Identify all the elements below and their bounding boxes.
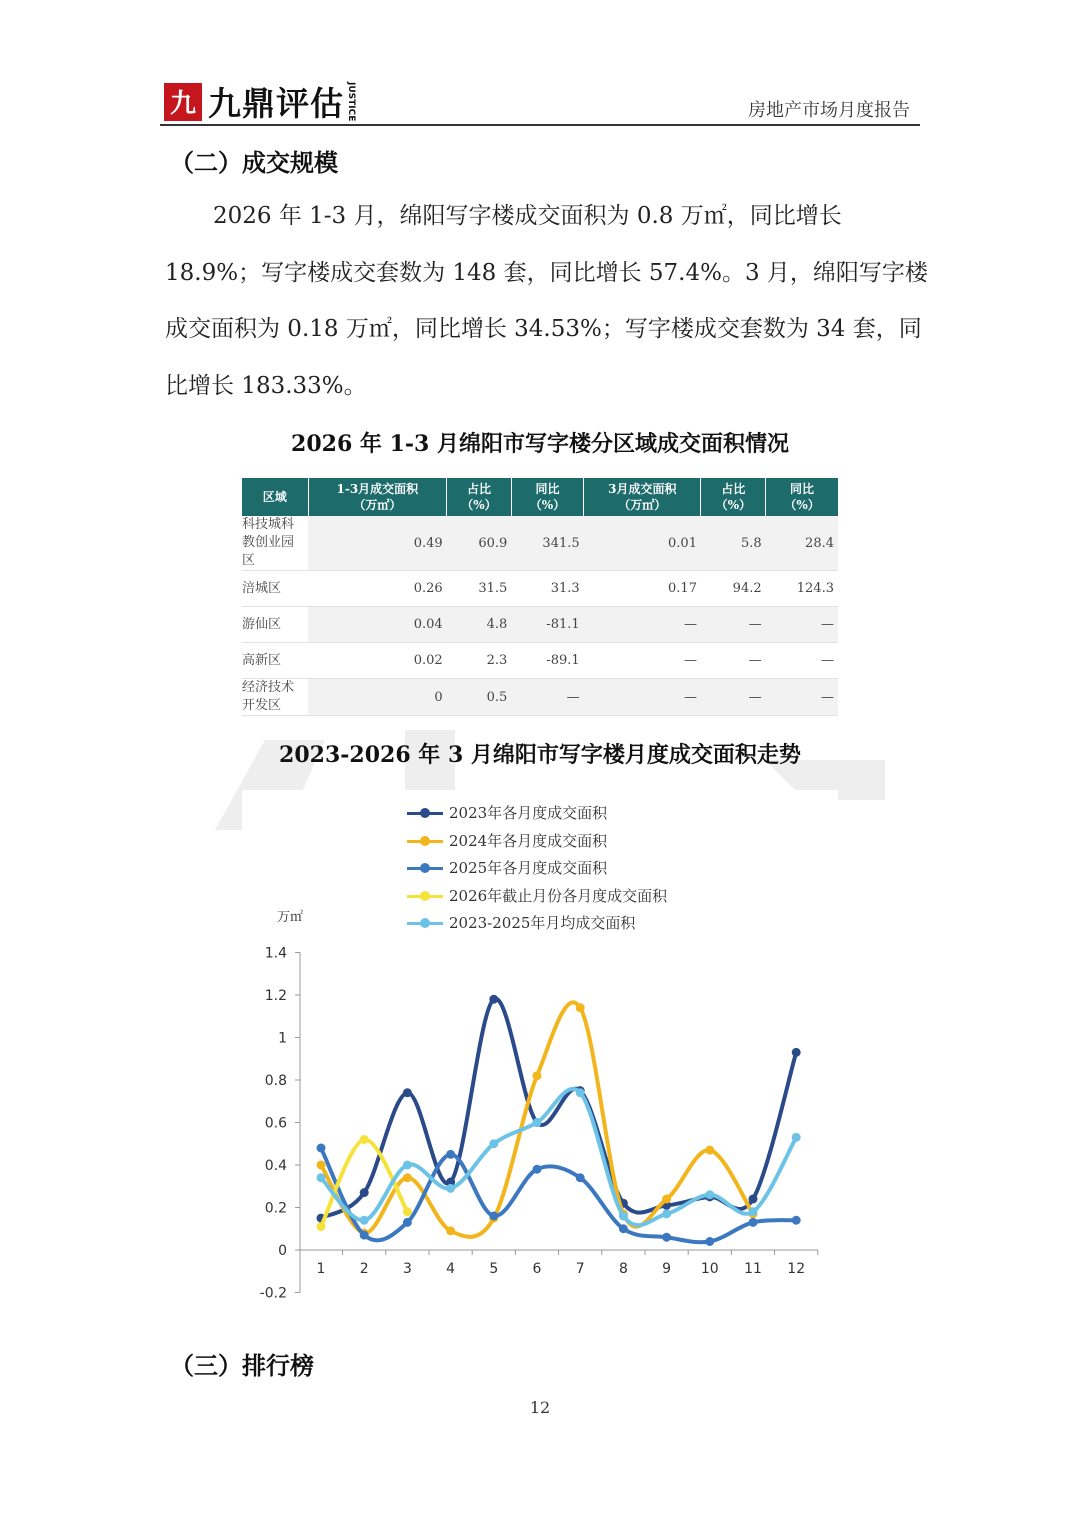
x-tick-label: 11 xyxy=(744,1261,762,1277)
series-point-1 xyxy=(792,1048,801,1057)
series-point-3 xyxy=(403,1218,412,1227)
y-tick-label: 0.8 xyxy=(264,1073,287,1089)
y-tick-label: 0.2 xyxy=(264,1200,287,1217)
y-tick-label: 1.2 xyxy=(264,988,287,1004)
x-tick-label: 4 xyxy=(446,1261,456,1277)
table-cell: 28.4 xyxy=(766,516,838,571)
x-tick-label: 6 xyxy=(532,1261,542,1277)
x-tick-label: 8 xyxy=(618,1261,628,1277)
region-name-cell: 科技城科教创业园区 xyxy=(242,516,308,571)
table-header-cell: 3月成交面积 （万㎡） xyxy=(584,478,701,516)
table-cell: — xyxy=(766,679,838,716)
series-point-3 xyxy=(662,1233,671,1242)
y-tick-label: 0 xyxy=(278,1243,287,1259)
y-tick-label: 1 xyxy=(278,1030,287,1047)
y-tick-label: -0.2 xyxy=(259,1285,287,1302)
series-point-3 xyxy=(749,1218,758,1227)
table-cell: 0 xyxy=(308,679,447,716)
series-point-3 xyxy=(317,1144,326,1153)
series-point-5 xyxy=(662,1209,671,1218)
table-cell: 0.04 xyxy=(308,607,447,643)
table-header-cell: 占比 （%） xyxy=(447,478,512,516)
page-number: 12 xyxy=(529,1398,551,1417)
series-point-3 xyxy=(446,1150,455,1159)
table-cell: — xyxy=(584,679,701,716)
y-tick-label: 0.4 xyxy=(264,1158,287,1174)
legend-label: 2023-2025年月均成交面积 xyxy=(449,914,636,932)
series-point-3 xyxy=(576,1173,585,1182)
table-cell: 5.8 xyxy=(701,516,766,571)
y-tick-label: 0.6 xyxy=(264,1115,287,1132)
series-point-3 xyxy=(705,1237,714,1246)
legend-label: 2025年各月度成交面积 xyxy=(449,859,608,877)
series-point-2 xyxy=(705,1146,714,1155)
series-point-2 xyxy=(576,1003,585,1012)
section-title-ranking: （三）排行榜 xyxy=(170,1352,314,1380)
series-point-2 xyxy=(403,1173,412,1182)
x-tick-label: 7 xyxy=(575,1261,585,1277)
x-tick-label: 3 xyxy=(402,1261,412,1277)
series-point-5 xyxy=(317,1173,326,1182)
table-cell: — xyxy=(701,643,766,679)
region-name-cell: 经济技术开发区 xyxy=(242,679,308,716)
table-cell: — xyxy=(766,607,838,643)
table-cell: -89.1 xyxy=(511,643,583,679)
logo-mark: 九 xyxy=(164,83,202,121)
series-point-1 xyxy=(360,1188,369,1197)
y-tick-label: 1.4 xyxy=(264,945,287,962)
region-name-cell: 高新区 xyxy=(242,643,308,679)
table-cell: 341.5 xyxy=(511,516,583,571)
x-tick-label: 2 xyxy=(359,1261,369,1277)
table-cell: -81.1 xyxy=(511,607,583,643)
series-point-5 xyxy=(403,1161,412,1170)
series-point-4 xyxy=(360,1135,369,1144)
series-point-4 xyxy=(403,1207,412,1216)
series-point-5 xyxy=(749,1207,758,1216)
series-point-5 xyxy=(576,1088,585,1097)
table-cell: 0.5 xyxy=(447,679,512,716)
logo-sub: JUSTICE xyxy=(346,81,356,122)
series-point-5 xyxy=(792,1133,801,1142)
series-point-3 xyxy=(360,1231,369,1240)
series-point-5 xyxy=(446,1184,455,1193)
legend-label: 2023年各月度成交面积 xyxy=(449,804,608,822)
region-name-cell: 游仙区 xyxy=(242,607,308,643)
series-point-1 xyxy=(403,1088,412,1097)
table-cell: 31.3 xyxy=(511,571,583,607)
report-name: 房地产市场月度报告 xyxy=(748,100,910,121)
x-tick-label: 10 xyxy=(700,1261,719,1277)
table-cell: 94.2 xyxy=(701,571,766,607)
table-caption: 2026 年 1-3 月绵阳市写字楼分区域成交面积情况 xyxy=(291,431,789,457)
series-point-1 xyxy=(749,1195,758,1204)
x-tick-label: 5 xyxy=(489,1261,499,1277)
table-header-cell: 同比 （%） xyxy=(766,478,838,516)
legend-label: 2026年截止月份各月度成交面积 xyxy=(449,886,668,905)
series-point-3 xyxy=(489,1212,498,1221)
table-cell: 0.02 xyxy=(308,643,447,679)
series-point-5 xyxy=(705,1190,714,1199)
table-header-cell: 1-3月成交面积 （万㎡） xyxy=(308,478,447,516)
series-point-5 xyxy=(489,1139,498,1148)
series-point-3 xyxy=(533,1165,542,1174)
series-point-3 xyxy=(619,1224,628,1233)
region-name-cell: 涪城区 xyxy=(242,571,308,607)
series-point-2 xyxy=(662,1195,671,1204)
section-title-volume: （二）成交规模 xyxy=(170,149,338,177)
table-cell: 0.17 xyxy=(584,571,701,607)
series-point-2 xyxy=(533,1071,542,1080)
table-cell: — xyxy=(701,607,766,643)
table-cell: 60.9 xyxy=(447,516,512,571)
series-point-2 xyxy=(317,1161,326,1170)
table-cell: — xyxy=(584,607,701,643)
series-point-1 xyxy=(489,995,498,1004)
table-cell: — xyxy=(584,643,701,679)
x-tick-label: 9 xyxy=(662,1261,672,1277)
table-header-cell: 占比 （%） xyxy=(701,478,766,516)
x-tick-label: 12 xyxy=(787,1261,806,1277)
volume-paragraph-text: 2026 年 1-3 月，绵阳写字楼成交面积为 0.8 万㎡，同比增长 18.9%；写字楼成交套数为 148 套，同比增长 57.4%。3 月，绵阳写字楼成交面积为 0.18 万㎡，同比增长 34.53%；写字楼成交套数为 34 套，同比增长 183.33%。 xyxy=(165,203,928,399)
table-header-cell: 同比 （%） xyxy=(511,478,583,516)
x-tick-label: 1 xyxy=(316,1261,326,1277)
table-cell: 0.49 xyxy=(308,516,447,571)
series-point-4 xyxy=(317,1222,326,1231)
table-cell: 0.01 xyxy=(584,516,701,571)
table-cell: 31.5 xyxy=(447,571,512,607)
legend-label: 2024年各月度成交面积 xyxy=(449,831,608,850)
table-cell: — xyxy=(701,679,766,716)
table-cell: 4.8 xyxy=(447,607,512,643)
series-point-3 xyxy=(792,1216,801,1225)
table-cell: — xyxy=(511,679,583,716)
table-header-cell: 区域 xyxy=(242,478,308,516)
logo-text: 九鼎评估 xyxy=(208,84,344,123)
table-cell: — xyxy=(766,643,838,679)
table-cell: 2.3 xyxy=(447,643,512,679)
series-point-5 xyxy=(619,1212,628,1221)
series-point-5 xyxy=(360,1216,369,1225)
chart-caption: 2023-2026 年 3 月绵阳市写字楼月度成交面积走势 xyxy=(279,742,801,768)
series-point-2 xyxy=(446,1226,455,1235)
table-cell: 124.3 xyxy=(766,571,838,607)
series-point-5 xyxy=(533,1118,542,1127)
y-axis-unit-label: 万㎡ xyxy=(276,910,304,925)
table-cell: 0.26 xyxy=(308,571,447,607)
